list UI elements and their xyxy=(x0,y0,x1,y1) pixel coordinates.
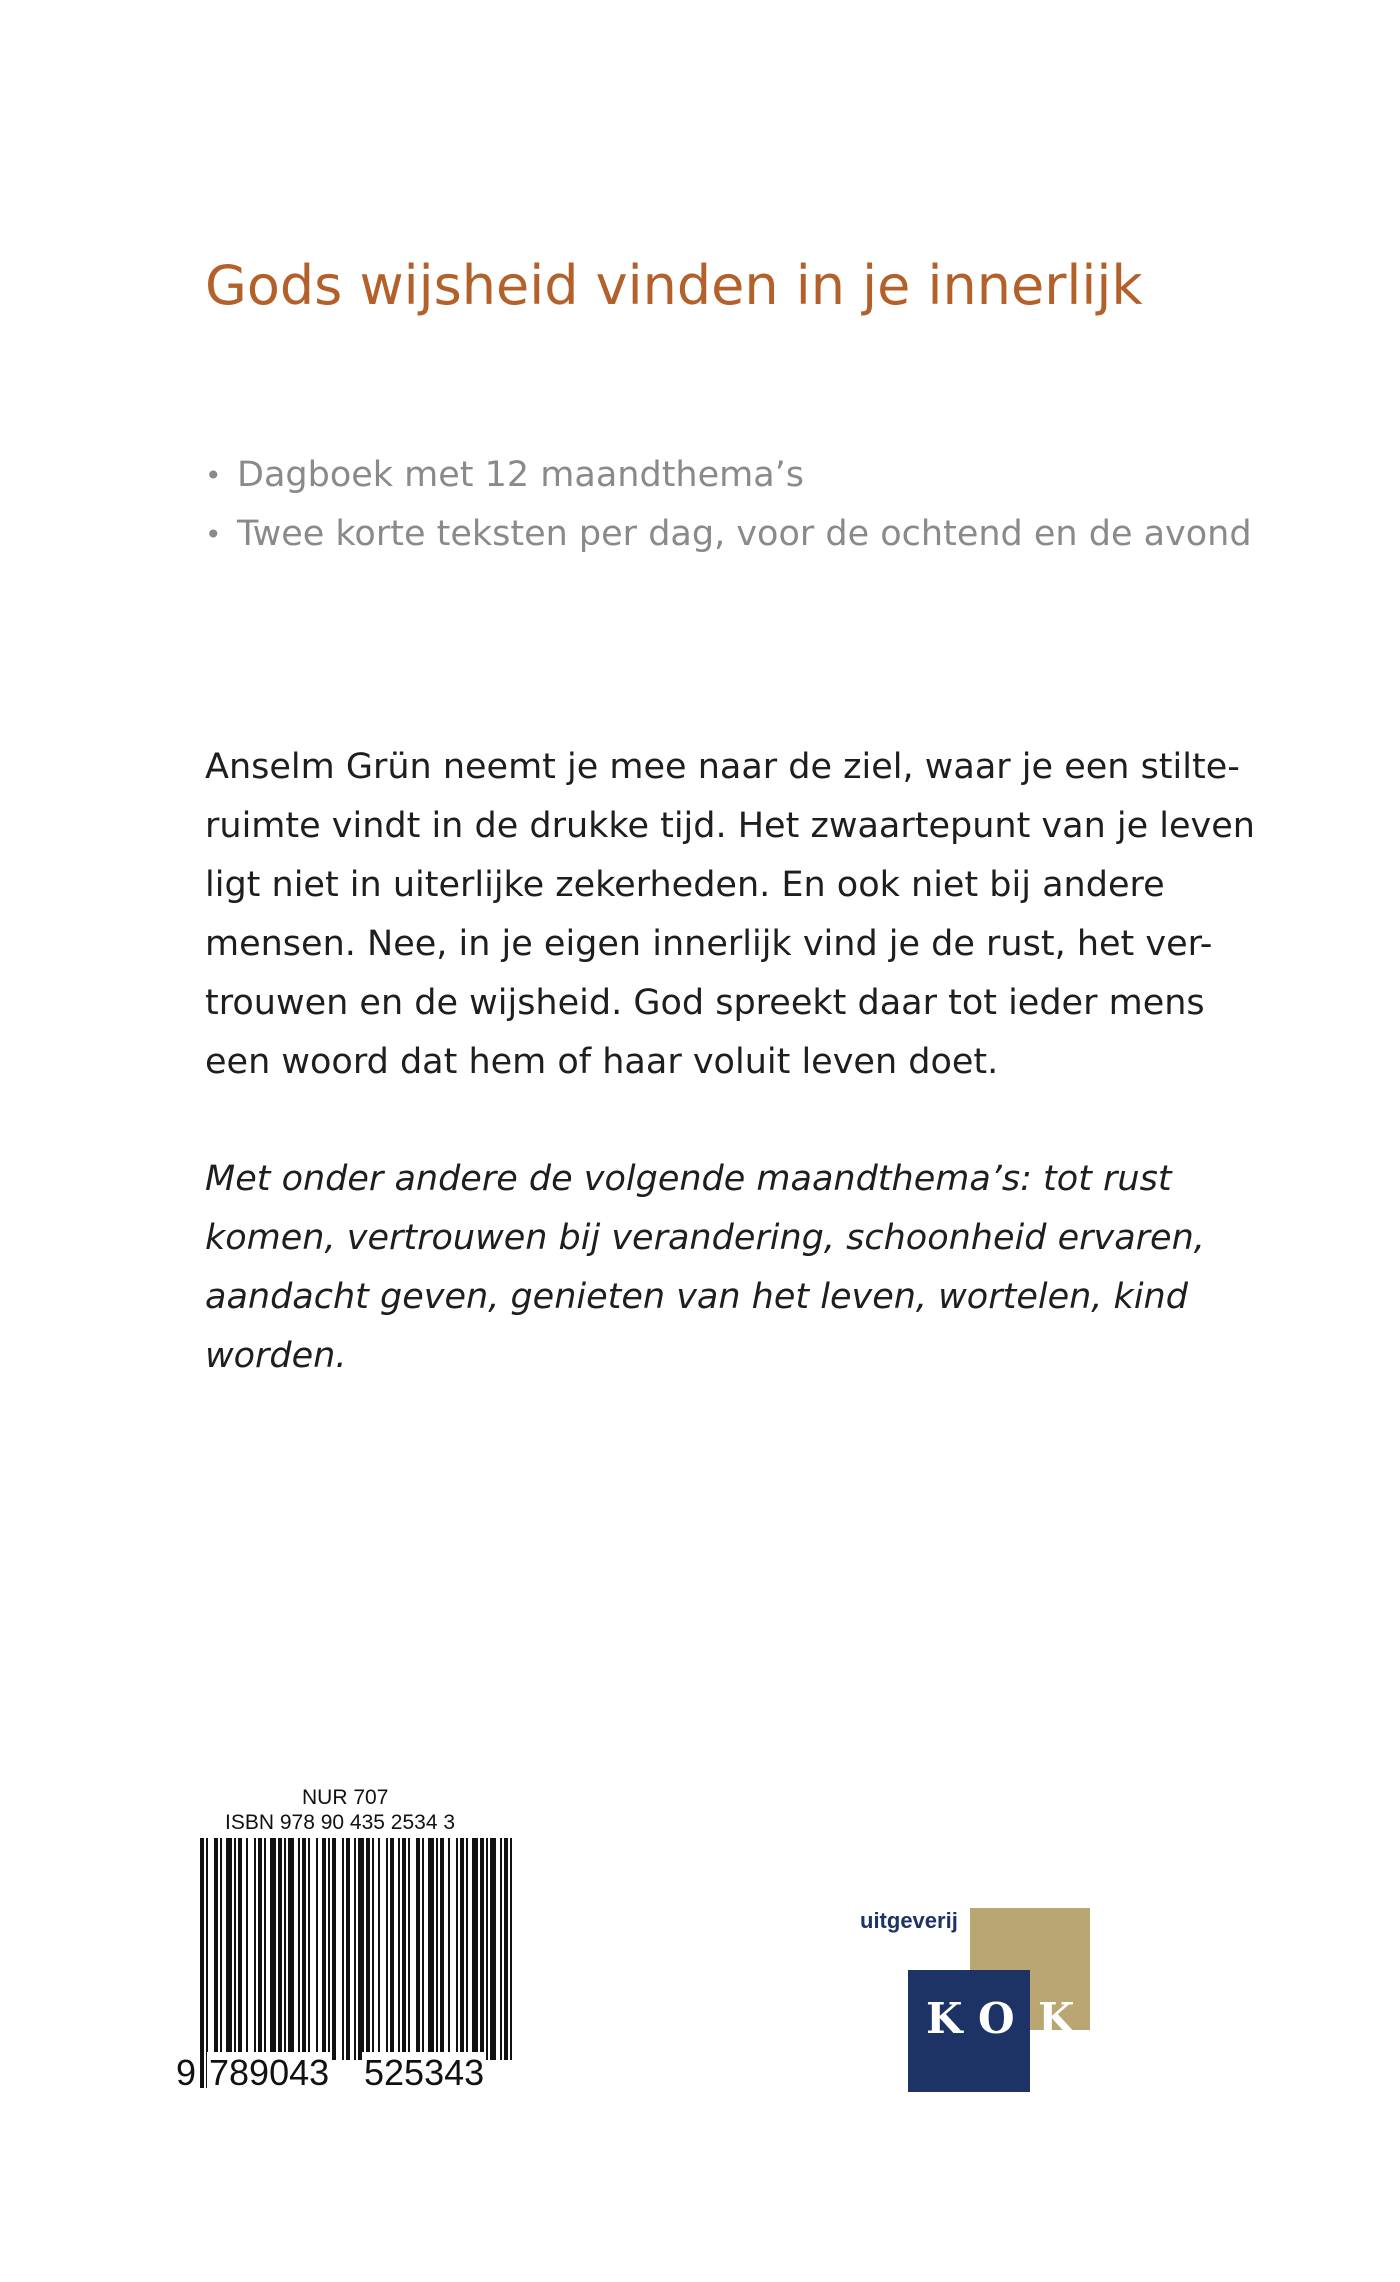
barcode-bar xyxy=(278,1838,282,2060)
barcode-bar xyxy=(480,1838,484,2060)
barcode-bar xyxy=(206,1838,208,2088)
book-title: Gods wijsheid vinden in je innerlijk xyxy=(205,254,1143,318)
nur-code: NUR 707 xyxy=(302,1786,389,1809)
barcode-bar xyxy=(322,1838,326,2060)
description-line: mensen. Nee, in je eigen innerlijk vind je de rust, het ver- xyxy=(205,924,1213,964)
barcode-bar xyxy=(472,1838,478,2060)
barcode-bar xyxy=(254,1838,256,2060)
barcode-bar xyxy=(448,1838,450,2060)
barcode-bar xyxy=(398,1838,400,2088)
barcode-bar xyxy=(386,1838,388,2060)
description-line: Anselm Grün neemt je mee naar de ziel, waar je een stilte- xyxy=(205,747,1240,787)
barcode-bar xyxy=(416,1838,420,2060)
barcode-bar xyxy=(460,1838,464,2060)
barcode-bar xyxy=(316,1838,318,2060)
barcode-bar xyxy=(408,1838,410,2060)
feature-item: • Dagboek met 12 maandthema’s xyxy=(205,446,1252,505)
barcode-bar xyxy=(378,1838,380,2060)
description-line: een woord dat hem of haar voluit leven doet. xyxy=(205,1042,999,1082)
isbn-number: ISBN 978 90 435 2534 3 xyxy=(225,1811,456,1834)
barcode-bar xyxy=(288,1838,294,2060)
barcode-bar xyxy=(200,1838,204,2088)
barcode-bar xyxy=(402,1838,406,2088)
barcode-bar xyxy=(354,1838,356,2060)
barcode-bar xyxy=(258,1838,262,2060)
barcode-bar xyxy=(456,1838,458,2060)
barcode-bar xyxy=(436,1838,438,2060)
barcode-bar xyxy=(226,1838,232,2060)
barcode-bar xyxy=(390,1838,394,2060)
logo-letter: K xyxy=(1038,1994,1075,2043)
barcode-bar xyxy=(270,1838,276,2060)
themes-line: worden. xyxy=(205,1336,347,1376)
barcode-bar xyxy=(264,1838,266,2060)
barcode-bar xyxy=(504,1838,508,2060)
barcode-bar xyxy=(214,1838,218,2060)
barcode xyxy=(200,1838,515,2088)
barcode-bar xyxy=(440,1838,444,2060)
barcode-bar xyxy=(366,1838,370,2060)
barcode-bar xyxy=(500,1838,502,2060)
barcode-bar xyxy=(490,1838,496,2060)
barcode-bar xyxy=(220,1838,222,2060)
barcode-bar xyxy=(298,1838,300,2088)
barcode-bar xyxy=(238,1838,242,2060)
barcode-bar xyxy=(372,1838,374,2060)
description-line: trouwen en de wijsheid. God spreekt daar tot ieder mens xyxy=(205,983,1205,1023)
barcode-bar xyxy=(428,1838,434,2060)
barcode-bar xyxy=(358,1838,364,2060)
logo-letter: O xyxy=(978,1994,1015,2043)
barcode-digits-left: 789043 xyxy=(209,2052,330,2093)
barcode-bar xyxy=(246,1838,248,2060)
barcode-bar xyxy=(342,1838,344,2060)
barcode-bar xyxy=(332,1838,336,2060)
description xyxy=(205,738,1255,1092)
feature-item: • Twee korte teksten per dag, voor de ochtend en de avond xyxy=(205,505,1252,564)
barcode-first-digit: 9 xyxy=(176,2052,197,2093)
logo-letter: K xyxy=(926,1994,963,2043)
barcode-bar xyxy=(234,1838,236,2060)
feature-list xyxy=(205,446,1252,564)
description-line: ruimte vindt in de drukke tijd. Het zwaartepunt van je leven xyxy=(205,806,1255,846)
barcode-bar xyxy=(486,1838,488,2060)
barcode-bar xyxy=(302,1838,306,2088)
publisher-label: uitgeverij xyxy=(860,1908,958,1933)
themes-line: aandacht geven, genieten van het leven, wortelen, kind xyxy=(205,1277,1188,1317)
barcode-bar xyxy=(422,1838,424,2060)
barcode-bar xyxy=(308,1838,310,2060)
logo-letters xyxy=(908,1994,1090,2054)
barcode-bar xyxy=(346,1838,350,2060)
barcode-bar xyxy=(510,1838,512,2060)
themes-line: Met onder andere de volgende maandthema’s: tot rust xyxy=(205,1159,1172,1199)
description-line: ligt niet in uiterlijke zekerheden. En ook niet bij andere xyxy=(205,865,1165,905)
barcode-digits-right: 525343 xyxy=(364,2052,485,2093)
barcode-bar xyxy=(466,1838,468,2060)
themes-line: komen, vertrouwen bij verandering, schoonheid ervaren, xyxy=(205,1218,1205,1258)
barcode-bar xyxy=(284,1838,286,2060)
publisher-logo xyxy=(860,1908,1090,2093)
barcode-bar xyxy=(328,1838,330,2060)
themes-text xyxy=(205,1150,1205,1386)
